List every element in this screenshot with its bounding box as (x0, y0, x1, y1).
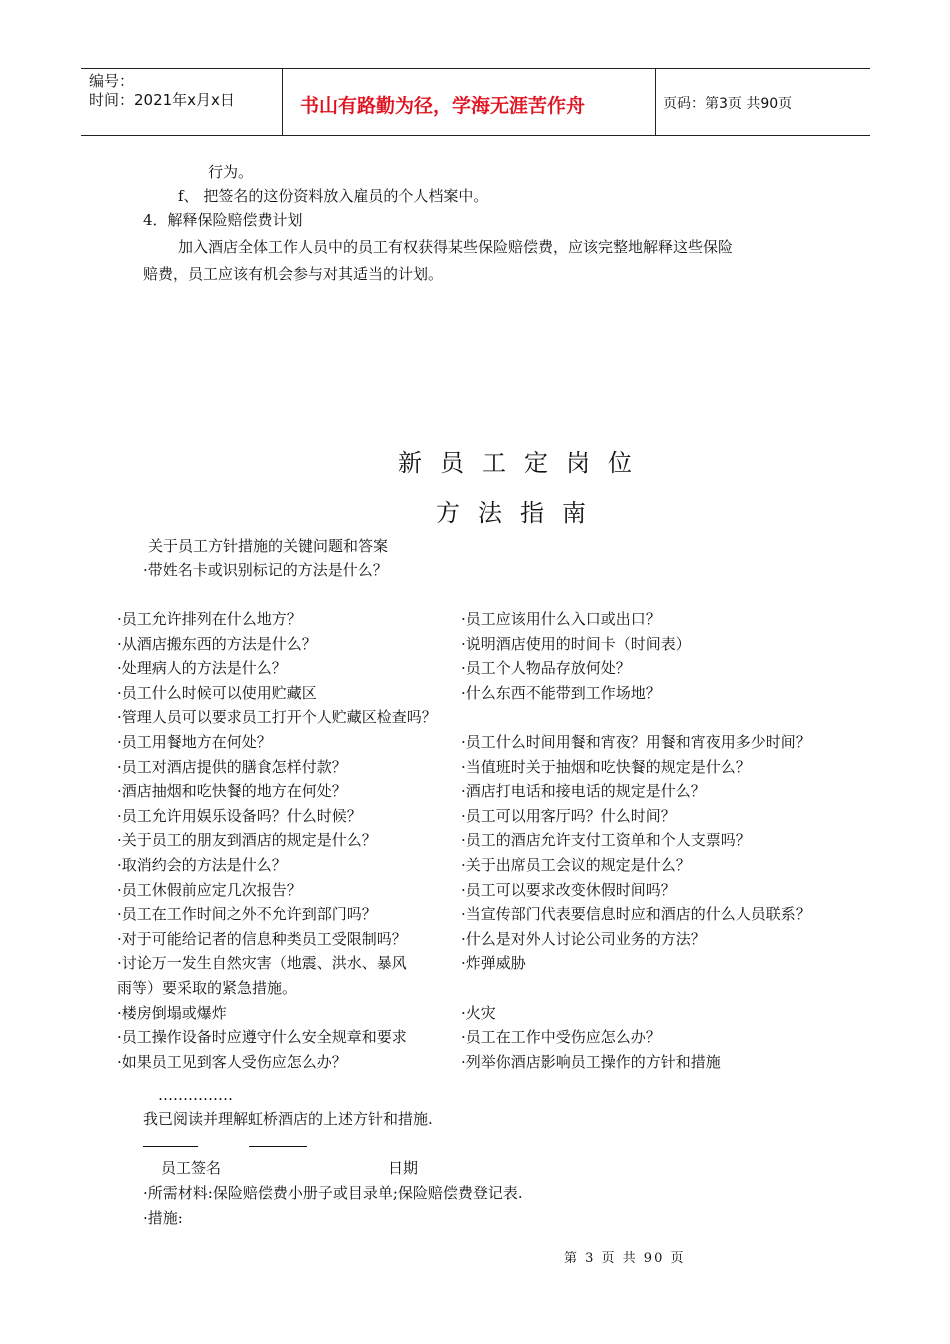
intro-line-5: 赔费，员工应该有机会参与对其适当的计划。 (143, 265, 444, 283)
question-left: ·酒店抽烟和吃快餐的地方在何处？ (117, 782, 347, 800)
question-left: ·员工对酒店提供的膳食怎样付款？ (117, 758, 347, 776)
header-top-rule (81, 68, 870, 69)
question-left: ·取消约会的方法是什么？ (117, 856, 287, 874)
header-motto: 书山有路勤为径，学海无涯苦作舟 (300, 95, 586, 117)
question-left: ·员工用餐地方在何处？ (117, 733, 272, 751)
question-left: ·管理人员可以要求员工打开个人贮藏区检查吗？ (117, 708, 437, 726)
intro-line-1: 行为。 (208, 163, 254, 181)
question-left: ·员工休假前应定几次报告？ (117, 881, 302, 899)
question-right: ·列举你酒店影响员工操作的方针和措施 (461, 1053, 721, 1071)
question-right: ·员工可以要求改变休假时间吗？ (461, 881, 676, 899)
question-right: ·火灾 (461, 1004, 496, 1022)
section-heading: 关于员工方针措施的关键问题和答案 (148, 537, 389, 555)
signature-label: 员工签名 (161, 1159, 222, 1177)
intro-line-3: 4．解释保险赔偿费计划 (143, 211, 303, 229)
date-line (249, 1146, 307, 1147)
question-left: ·对于可能给记者的信息种类员工受限制吗？ (117, 930, 407, 948)
question-left: ·员工在工作时间之外不允许到部门吗？ (117, 905, 377, 923)
intro-line-4: 加入酒店全体工作人员中的员工有权获得某些保险赔偿费，应该完整地解释这些保险 (178, 238, 734, 256)
question-left: ·员工允许排列在什么地方？ (117, 610, 302, 628)
title-line-2: 方法指南 (436, 499, 604, 527)
question-left: ·员工允许用娱乐设备吗？什么时候？ (117, 807, 362, 825)
intro-line-2: f、 把签名的这份资料放入雇员的个人档案中。 (178, 187, 489, 205)
question-right: ·员工可以用客厅吗？什么时间？ (461, 807, 676, 825)
header-number-label: 编号： (89, 72, 135, 90)
question-left: 雨等）要采取的紧急措施。 (117, 979, 298, 997)
question-right: ·员工个人物品存放何处？ (461, 659, 631, 677)
question-right: ·什么东西不能带到工作场地？ (461, 684, 661, 702)
materials-line: ·所需材料:保险赔偿费小册子或目录单;保险赔偿费登记表. (143, 1184, 523, 1202)
question-right: ·当宣传部门代表要信息时应和酒店的什么人员联系？ (461, 905, 811, 923)
footer-page-number: 第 3 页 共 90 页 (564, 1251, 686, 1266)
question-left: ·楼房倒塌或爆炸 (117, 1004, 227, 1022)
question-right: ·什么是对外人讨论公司业务的方法？ (461, 930, 706, 948)
question-right: ·员工的酒店允许支付工资单和个人支票吗？ (461, 831, 751, 849)
question-left: ·处理病人的方法是什么？ (117, 659, 287, 677)
question-left: ·员工什么时候可以使用贮藏区 (117, 684, 317, 702)
closing-statement: 我已阅读并理解虹桥酒店的上述方针和措施. (143, 1110, 433, 1128)
question-left: ·从酒店搬东西的方法是什么？ (117, 635, 317, 653)
question-right: ·关于出席员工会议的规定是什么？ (461, 856, 691, 874)
measures-line: ·措施: (143, 1209, 183, 1227)
question-right: ·炸弹威胁 (461, 954, 526, 972)
first-question: ·带姓名卡或识别标记的方法是什么？ (143, 561, 388, 579)
question-left: ·关于员工的朋友到酒店的规定是什么？ (117, 831, 377, 849)
question-left: ·员工操作设备时应遵守什么安全规章和要求 (117, 1028, 407, 1046)
title-line-1: 新员工定岗位 (398, 449, 650, 477)
header-divider-left (282, 68, 283, 136)
header-time-label: 时间：2021年x月x日 (89, 91, 235, 109)
question-right: ·说明酒店使用的时间卡（时间表） (461, 635, 691, 653)
closing-dots: …………… (158, 1086, 233, 1104)
question-left: ·如果员工见到客人受伤应怎么办？ (117, 1053, 347, 1071)
question-right: ·员工应该用什么入口或出口？ (461, 610, 661, 628)
header-bottom-rule (81, 135, 870, 136)
signature-line (143, 1146, 198, 1147)
header-page-info: 页码：第3页 共90页 (663, 96, 793, 112)
question-right: ·当值班时关于抽烟和吃快餐的规定是什么？ (461, 758, 751, 776)
question-right: ·员工在工作中受伤应怎么办？ (461, 1028, 661, 1046)
question-left: ·讨论万一发生自然灾害（地震、洪水、暴风 (117, 954, 407, 972)
question-right: ·酒店打电话和接电话的规定是什么？ (461, 782, 706, 800)
header-divider-right (655, 68, 656, 136)
question-right: ·员工什么时间用餐和宵夜？用餐和宵夜用多少时间？ (461, 733, 811, 751)
date-label: 日期 (388, 1159, 419, 1177)
